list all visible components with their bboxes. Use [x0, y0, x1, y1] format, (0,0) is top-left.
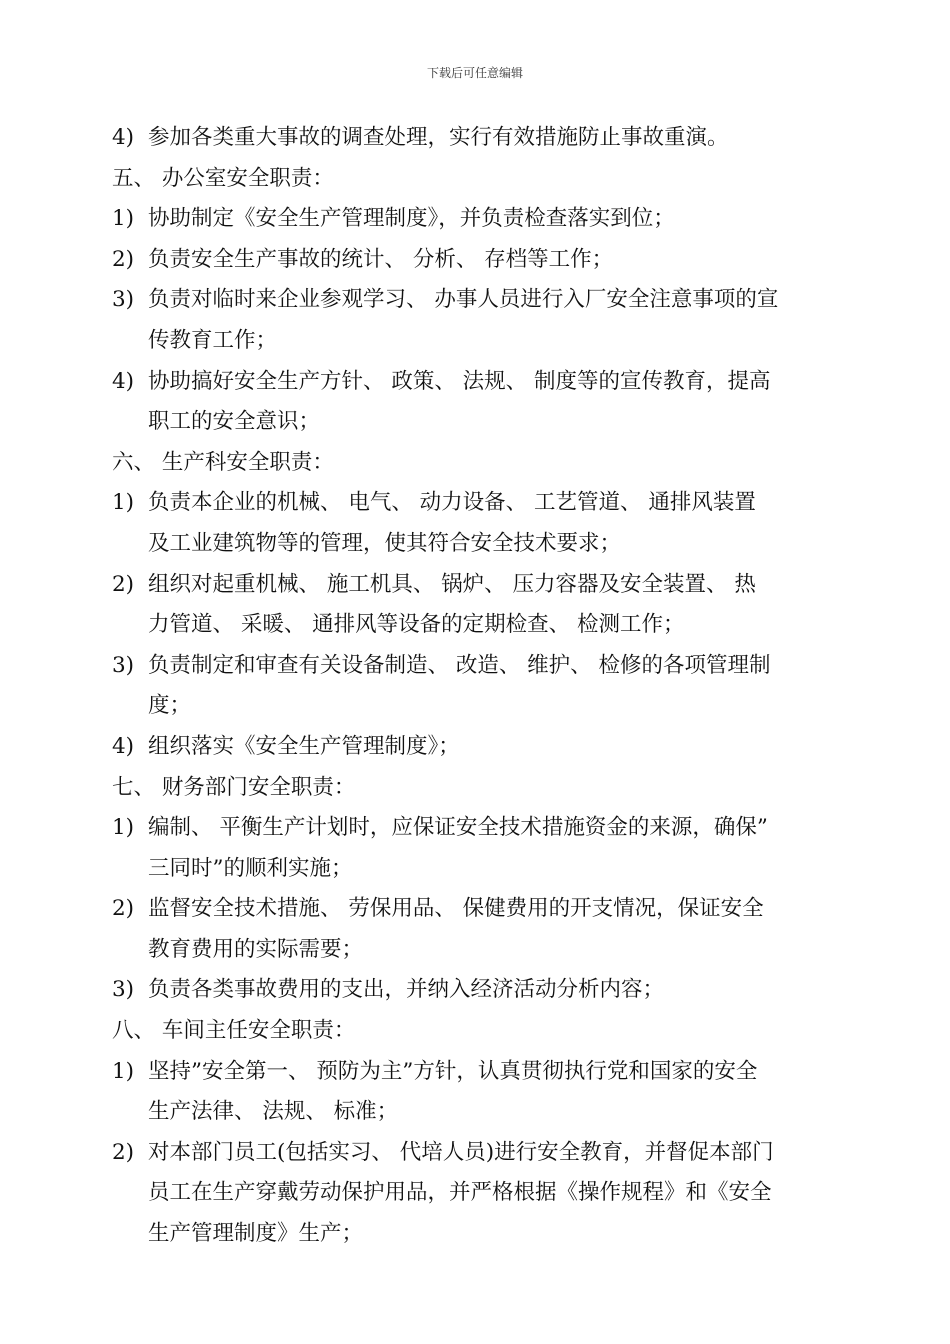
list-item — [112, 808, 842, 849]
list-item-number: 2) — [112, 571, 135, 597]
list-item-number: 1) — [112, 490, 135, 516]
document-body — [112, 118, 842, 1255]
section-heading — [112, 443, 842, 484]
list-item-number: 3) — [112, 287, 135, 313]
list-item-number: 1) — [112, 815, 135, 841]
list-item-text: 组织对起重机械、 施工机具、 锅炉、 压力容器及安全装置、 热 — [148, 571, 756, 597]
list-item-continuation — [112, 1092, 842, 1133]
list-item-continuation — [112, 1214, 842, 1255]
continuation-text: 力管道、 采暖、 通排风等设备的定期检查、 检测工作； — [148, 612, 685, 638]
list-item — [112, 280, 842, 321]
list-item-continuation — [112, 1173, 842, 1214]
list-item-text: 负责安全生产事故的统计、 分析、 存档等工作； — [148, 246, 614, 272]
list-item-text: 组织落实《安全生产管理制度》； — [148, 733, 460, 759]
list-item — [112, 970, 842, 1011]
list-item — [112, 1052, 842, 1093]
page-header: 下载后可任意编辑 — [426, 66, 523, 80]
continuation-text: 职工的安全意识； — [148, 409, 321, 435]
continuation-text: 度； — [148, 693, 192, 719]
list-item — [112, 727, 842, 768]
list-item — [112, 240, 842, 281]
list-item-continuation — [112, 605, 842, 646]
list-item — [112, 646, 842, 687]
list-item — [112, 199, 842, 240]
list-item-continuation — [112, 930, 842, 971]
list-item-continuation — [112, 321, 842, 362]
section-heading-text: 八、 车间主任安全职责： — [112, 1018, 356, 1044]
list-item-text: 负责对临时来企业参观学习、 办事人员进行入厂安全注意事项的宣 — [148, 287, 779, 313]
continuation-text: 教育费用的实际需要； — [148, 936, 364, 962]
list-item-continuation — [112, 524, 842, 565]
list-item-text: 编制、 平衡生产计划时，应保证安全技术措施资金的来源，确保” — [148, 815, 768, 841]
list-item-text: 负责制定和审查有关设备制造、 改造、 维护、 检修的各项管理制 — [148, 652, 771, 678]
list-item-number: 4) — [112, 733, 135, 759]
list-item-number: 1) — [112, 1058, 135, 1084]
list-item-number: 4) — [112, 125, 135, 150]
list-item — [112, 1133, 842, 1174]
section-heading-text: 七、 财务部门安全职责： — [112, 774, 356, 800]
list-item — [112, 483, 842, 524]
list-item-continuation — [112, 686, 842, 727]
list-item-text: 参加各类重大事故的调查处理，实行有效措施防止事故重演。 — [148, 125, 729, 150]
list-item-text: 监督安全技术措施、 劳保用品、 保健费用的开支情况，保证安全 — [148, 896, 764, 922]
list-item-text: 协助制定《安全生产管理制度》，并负责检查落实到位； — [148, 206, 675, 232]
section-heading — [112, 1011, 842, 1052]
continuation-text: 生产法律、 法规、 标准； — [148, 1099, 399, 1125]
list-item-text: 对本部门员工(包括实习、 代培人员)进行安全教育，并督促本部门 — [148, 1139, 774, 1165]
section-heading-text: 五、 办公室安全职责： — [112, 165, 334, 191]
list-item-number: 1) — [112, 206, 135, 232]
continuation-text: 生产管理制度》生产； — [148, 1221, 364, 1247]
list-item-number: 3) — [112, 977, 135, 1003]
continuation-text: 三同时”的顺利实施； — [148, 855, 353, 881]
list-item — [112, 362, 842, 403]
list-item-number: 2) — [112, 896, 135, 922]
list-item — [112, 118, 842, 159]
continuation-text: 员工在生产穿戴劳动保护用品，并严格根据《操作规程》和《安全 — [148, 1180, 772, 1206]
continuation-text: 及工业建筑物等的管理，使其符合安全技术要求； — [148, 530, 622, 556]
list-item-number: 3) — [112, 652, 135, 678]
list-item-number: 2) — [112, 246, 135, 272]
section-heading — [112, 768, 842, 809]
list-item-text: 协助搞好安全生产方针、 政策、 法规、 制度等的宣传教育，提高 — [148, 368, 771, 394]
list-item — [112, 565, 842, 606]
list-item-continuation — [112, 849, 842, 890]
list-item-text: 负责本企业的机械、 电气、 动力设备、 工艺管道、 通排风装置 — [148, 490, 756, 516]
section-heading-text: 六、 生产科安全职责： — [112, 449, 334, 475]
continuation-text: 传教育工作； — [148, 327, 278, 353]
list-item-number: 2) — [112, 1139, 135, 1165]
section-heading — [112, 159, 842, 200]
list-item-continuation — [112, 402, 842, 443]
list-item-number: 4) — [112, 368, 135, 394]
list-item — [112, 889, 842, 930]
list-item-text: 坚持”安全第一、 预防为主”方针，认真贯彻执行党和国家的安全 — [148, 1058, 758, 1084]
list-item-text: 负责各类事故费用的支出，并纳入经济活动分析内容； — [148, 977, 665, 1003]
